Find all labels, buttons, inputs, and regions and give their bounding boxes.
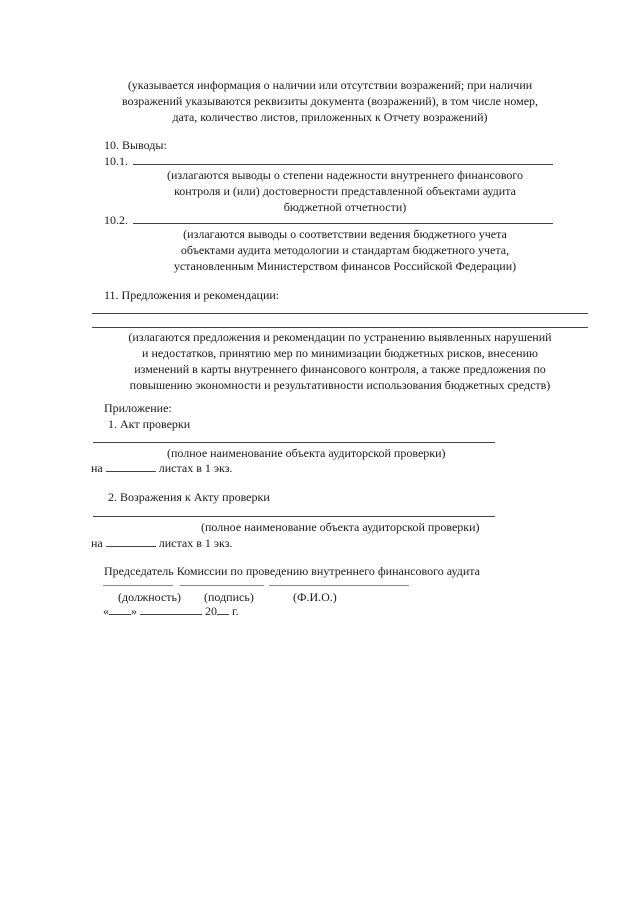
item-10-1-note-line: бюджетной отчетности) (283, 200, 407, 214)
section-11-fill-line-2 (92, 327, 588, 328)
position-caption: (должность) (118, 590, 181, 604)
item-10-1-note-line: (излагаются выводы о степени надежности внутреннего финансового (166, 168, 524, 182)
section-10-title: 10. Выводы: (104, 138, 167, 152)
chairman-title: Председатель Комиссии по проведению внутреннего финансового аудита (104, 564, 480, 578)
appendix-item-2-label: 2. Возражения к Акту проверки (108, 490, 270, 504)
date-close-quote: » (131, 604, 137, 618)
section-11-note (80, 329, 600, 393)
day-blank (109, 603, 131, 615)
name-caption: (Ф.И.О.) (293, 590, 337, 604)
section-11-fill-line-1 (92, 313, 588, 314)
year-suffix: г. (232, 604, 239, 618)
item-10-2-note-line: (излагаются выводы о соответствии ведения бюджетного учета (183, 227, 507, 241)
appendix-title: Приложение: (104, 401, 172, 415)
name-line (269, 585, 409, 586)
item-10-1-fill-line (133, 164, 553, 165)
appendix-item-2-fill-line (93, 516, 495, 517)
item-10-2-note-line: объектами аудита методологии и стандартам бюджетного учета, (180, 243, 510, 257)
sheets-count-blank (106, 535, 156, 547)
sheets-suffix: листах в 1 экз. (158, 536, 233, 550)
appendix-item-1-sheets (91, 460, 232, 476)
item-10-2-fill-line (133, 223, 553, 224)
year-prefix: 20 (205, 604, 217, 618)
sheets-prefix: на (91, 461, 103, 475)
item-10-2-note-line: установленным Министерством финансов Российской Федерации) (173, 259, 517, 273)
date-open-quote: « (103, 604, 109, 618)
date-line (103, 603, 239, 619)
signature-caption: (подпись) (204, 590, 254, 604)
item-10-2-note (110, 226, 580, 274)
appendix-item-2-caption: (полное наименование объекта аудиторской проверки) (201, 520, 480, 534)
appendix-item-1-caption: (полное наименование объекта аудиторской проверки) (167, 446, 446, 460)
section-11-title: 11. Предложения и рекомендации: (104, 288, 280, 302)
year-blank (217, 603, 229, 615)
position-line (103, 585, 173, 586)
signature-line (180, 585, 264, 586)
section-11-note-line: и недостатков, принятию мер по минимизации бюджетных рисков, внесению (142, 346, 538, 360)
appendix-item-2-sheets (91, 535, 232, 551)
item-10-2-number: 10.2. (104, 213, 128, 227)
item-10-1-note-line: контроля и (или) достоверности представленной объектами аудита (174, 184, 516, 198)
objections-note-line: возражений указываются реквизиты документа (возражений), в том числе номер, (121, 94, 539, 108)
appendix-item-1-label: 1. Акт проверки (108, 417, 191, 431)
objections-note (60, 77, 600, 125)
objections-note-line: дата, количество листов, приложенных к Отчету возражений) (172, 110, 488, 124)
sheets-prefix: на (91, 536, 103, 550)
sheets-count-blank (106, 460, 156, 472)
appendix-item-1-fill-line (93, 442, 495, 443)
item-10-1-number: 10.1. (104, 154, 128, 168)
section-11-note-line: (излагаются предложения и рекомендации по устранению выявленных нарушений (128, 330, 552, 344)
sheets-suffix: листах в 1 экз. (158, 461, 233, 475)
section-11-note-line: изменений в карты внутреннего финансового контроля, а также предложения по (134, 362, 546, 376)
section-11-note-line: повышению экономности и результативности использования бюджетных средств) (129, 378, 551, 392)
item-10-1-note (110, 167, 580, 215)
month-blank (140, 603, 202, 615)
objections-note-line: (указывается информация о наличии или отсутствии возражений; при наличии (127, 78, 533, 92)
